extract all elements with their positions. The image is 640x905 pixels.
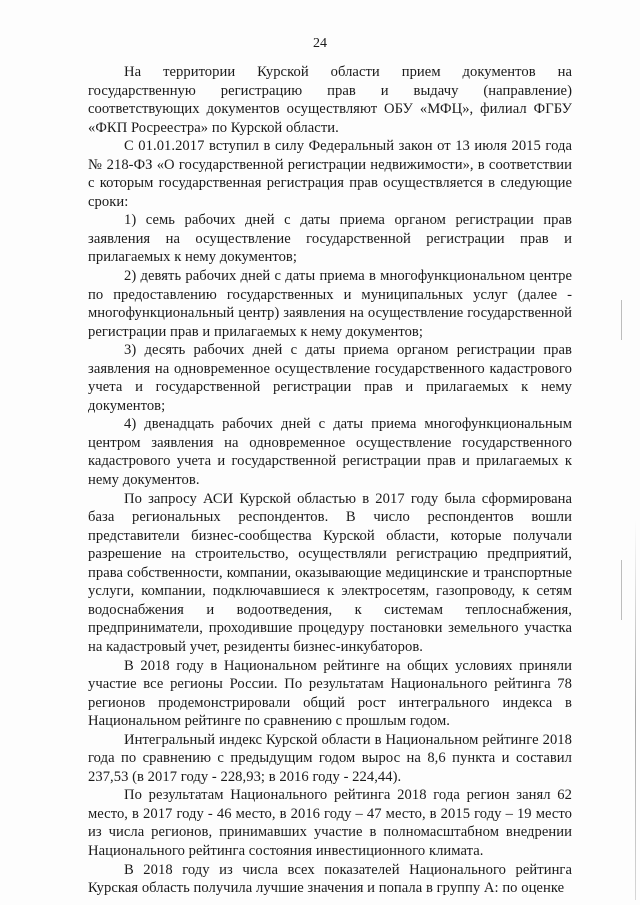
paragraph-rating-place: По результатам Национального рейтинга 2018 года регион занял 62 место, в 2017 году - 46 место, в 2016 году – 47 место, в 2015 году – 19 место из числа регионов, принимавших участие в полномасштабном внедрении Национального рейтинга состояния инвестиционного климата.	[88, 787, 572, 859]
paragraph-integral-index: Интегральный индекс Курской области в Национальном рейтинге 2018 года по сравнению с предыдущим годом вырос на 8,6 пункта и составил 237,53 (в 2017 году - 228,93; в 2016 году - 224,44).	[88, 731, 572, 785]
paragraph-federal-law: С 01.01.2017 вступил в силу Федеральный закон от 13 июля 2015 года № 218-ФЗ «О государственной регистрации недвижимости», в соответствии с которым государственная регистрация прав осуществляется в следующие сроки:	[88, 138, 572, 210]
paragraph-group-a: В 2018 году из числа всех показателей Национального рейтинга Курская область получила лучшие значения и попала в группу А: по оценке	[88, 861, 572, 897]
paragraph-term-2: 2) девять рабочих дней с даты приема в многофункциональном центре по предоставлению государственных и муниципальных услуг (далее - многофункциональный центр) заявления на осуществление государственной регистрации прав и прилагаемых к нему документов;	[88, 268, 572, 340]
scan-artifact-mark	[621, 560, 622, 620]
scan-artifact-mark	[621, 300, 622, 340]
document-body	[88, 63, 572, 898]
page-number: 24	[313, 36, 327, 51]
paragraph-term-3: 3) десять рабочих дней с даты приема органом регистрации прав заявления на одновременное осуществление государственного кадастрового учета и государственной регистрации прав и прилагаемых к нему документов;	[88, 342, 572, 414]
paragraph-reception: На территории Курской области прием документов на государственную регистрацию прав и выдачу (направление) соответствующих документов осуществляют ОБУ «МФЦ», филиал ФГБУ «ФКП Росреестра» по Курской области.	[88, 64, 572, 136]
paragraph-term-4: 4) двенадцать рабочих дней с даты приема многофункциональным центром заявления на одновременное осуществление государственного кадастрового учета и государственной регистрации прав и прилагаемых к нему документов.	[88, 416, 572, 489]
paragraph-national-rating: В 2018 году в Национальном рейтинге на общих условиях приняли участие все регионы России. По результатам Национального рейтинга 78 регионов продемонстрировали общий рост интегрального индекса в Национальном рейтинге по сравнению с прошлым годом.	[88, 657, 572, 730]
scan-edge-line	[635, 520, 636, 900]
paragraph-respondents: По запросу АСИ Курской областью в 2017 году была сформирована база региональных респондентов. В число респондентов вошли представители бизнес-сообщества Курской области, которые получали разрешение на строительство, осуществляли регистрацию предприятий, права собственности, компании, оказывающие медицинские и транспортные услуги, компании, подключавшиеся к электросетям, газопроводу, к сетям водоснабжения и водоотведения, к системам теплоснабжения, предприниматели, проходившие процедуру постановки земельного участка на кадастровый учет, резиденты бизнес-инкубаторов.	[88, 490, 572, 655]
paragraph-term-1: 1) семь рабочих дней с даты приема органом регистрации прав заявления на осуществление государственной регистрации прав и прилагаемых к нему документов;	[88, 212, 572, 266]
